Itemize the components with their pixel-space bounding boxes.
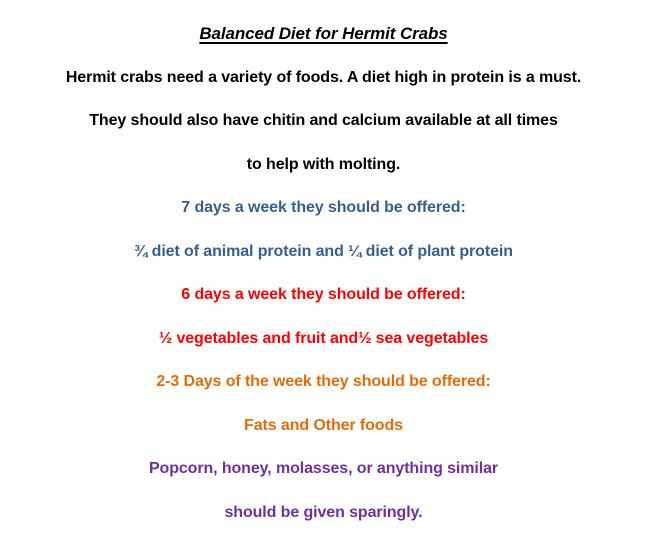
schedule-7days-heading: 7 days a week they should be offered: [181, 199, 466, 216]
schedule-2-3days-detail: Fats and Other foods [244, 416, 403, 434]
sparingly-note-1: Popcorn, honey, molasses, or anything similar [148, 460, 499, 477]
schedule-6days-heading: 6 days a week they should be offered: [181, 286, 466, 303]
intro-line-1: Hermit crabs need a variety of foods. A diet high in protein is a must. [65, 68, 582, 86]
document-title: Balanced Diet for Hermit Crabs [199, 24, 448, 43]
schedule-7days-detail: ¾ diet of animal protein and ¼ diet of plant protein [134, 242, 513, 260]
schedule-6days-detail: ½ vegetables and fruit and½ sea vegetables [158, 329, 489, 347]
intro-line-3: to help with molting. [246, 155, 401, 173]
schedule-2-3days-heading: 2-3 Days of the week they should be offered: [156, 373, 491, 390]
sparingly-note-2: should be given sparingly. [224, 503, 423, 521]
intro-line-2: They should also have chitin and calcium available at all times [89, 112, 558, 129]
